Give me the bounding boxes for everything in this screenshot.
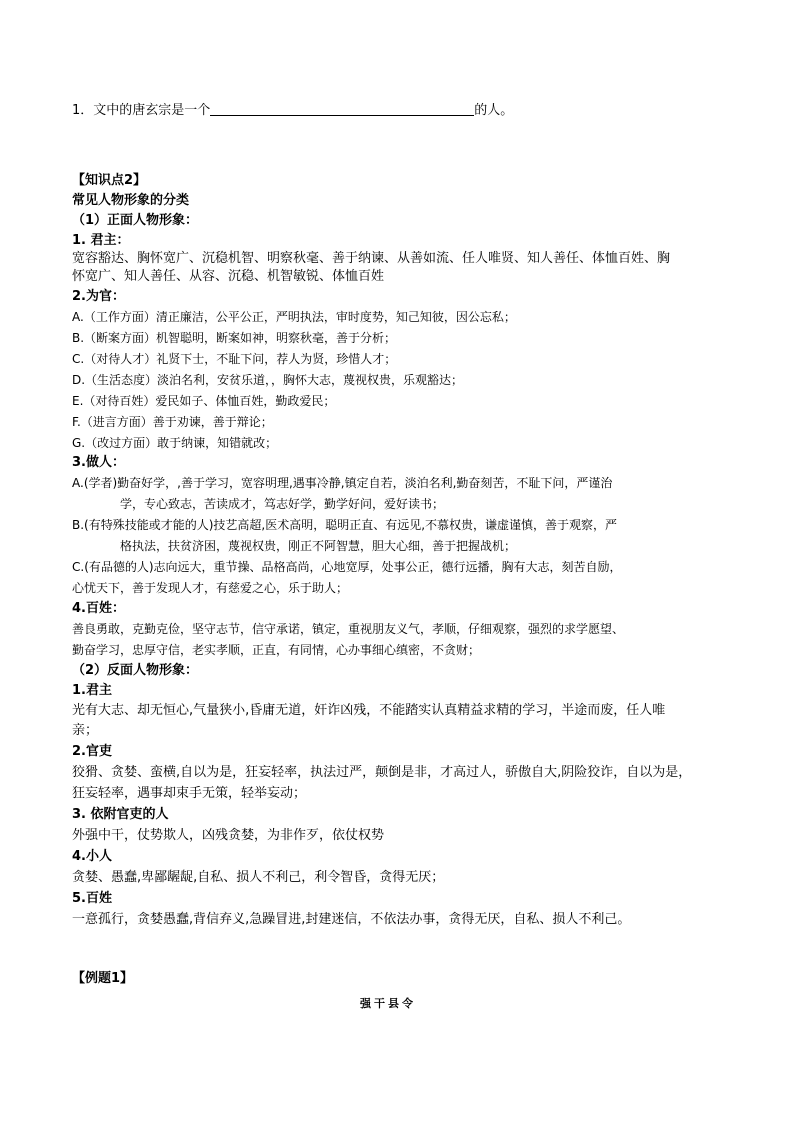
negative-dependents-text: 外强中干，仗势欺人，凶残贪婪，为非作歹，依仗权势 — [72, 828, 385, 843]
negative-commoner-label: 5.百姓 — [72, 891, 112, 906]
official-item-g: G.（改过方面）敢于纳谏，知错就改； — [72, 436, 278, 450]
section-title: 常见人物形象的分类 — [72, 193, 190, 208]
person-item-b-2: 格执法，扶贫济困，蔑视权贵，刚正不阿智慧，胆大心细，善于把握战机； — [120, 539, 517, 553]
negative-dependents-label: 3. 依附官吏的人 — [72, 807, 169, 822]
positive-commoner-label: 4.百姓： — [72, 601, 125, 616]
example-caption: 强干县令 — [360, 997, 416, 1010]
section-header: 【知识点2】 — [72, 173, 147, 188]
official-item-c: C.（对待人才）礼贤下士，不耻下问，荐人为贤，珍惜人才； — [72, 352, 397, 366]
positive-commoner-text-1: 善良勇敢，克勤克俭，坚守志节，信守承诺，镇定，重视朋友义气，孝顺，仔细观察，强烈的求学愿望、 — [72, 622, 625, 636]
negative-monarch-text-1: 光有大志、却无恒心,气量狭小,昏庸无道，奸诈凶残，不能踏实认真精益求精的学习，半途而废，任人唯 — [72, 703, 666, 718]
official-item-f: F.（进言方面）善于劝谏，善于辩论； — [72, 415, 273, 429]
negative-official-text-1: 狡猾、贪婪、蛮横,自以为是，狂妄轻率，执法过严，颠倒是非，才高过人，骄傲自大,阴险狡诈，自以为是， — [72, 765, 692, 780]
negative-monarch-text-2: 亲； — [72, 723, 99, 738]
negative-commoner-text: 一意孤行，贪婪愚蠢,背信弃义,急躁冒进,封建迷信，不依法办事，贪得无厌，自私、损人不利己。 — [72, 912, 631, 927]
person-item-a-1: A.(学者)勤奋好学，,善于学习，宽容明理,遇事冷静,镇定自若，淡泊名利,勤奋刻苦，不耻下问，严谨治 — [72, 476, 613, 490]
negative-heading: （2）反面人物形象： — [72, 663, 199, 678]
negative-villain-label: 4.小人 — [72, 849, 112, 864]
positive-monarch-text-2: 怀宽广、知人善任、从容、沉稳、机智敏锐、体恤百姓 — [72, 269, 385, 284]
person-item-c-1: C.(有品德的人)志向远大，重节操、品格高尚，心地宽厚，处事公正，德行远播，胸有大志，刻苦自励， — [72, 560, 622, 574]
positive-monarch-text-1: 宽容豁达、胸怀宽广、沉稳机智、明察秋毫、善于纳谏、从善如流、任人唯贤、知人善任、体恤百姓、胸 — [72, 251, 671, 266]
official-item-d: D.（生活态度）淡泊名利，安贫乐道，，胸怀大志，蔑视权贵，乐观豁达； — [72, 373, 464, 387]
negative-villain-text: 贪婪、愚蠢,卑鄙龌龊,自私、损人不利己，利令智昏，贪得无厌； — [72, 870, 445, 885]
official-item-e: E.（对待百姓）爱民如子、体恤百姓，勤政爱民； — [72, 394, 336, 408]
person-item-c-2: 心忧天下，善于发现人才，有慈爱之心，乐于助人； — [72, 581, 349, 595]
person-item-a-2: 学，专心致志，苦读成才，笃志好学，勤学好问，爱好读书； — [120, 497, 445, 511]
answer-blank[interactable] — [210, 101, 474, 116]
official-item-a: A.（工作方面）清正廉洁，公平公正，严明执法，审时度势，知己知彼，因公忘私； — [72, 310, 516, 324]
negative-official-text-2: 狂妄轻率，遇事却束手无策，轻举妄动； — [72, 786, 307, 801]
question-1: 1．文中的唐玄宗是一个 的人。 — [72, 103, 514, 118]
official-item-b: B.（断案方面）机智聪明，断案如神，明察秋毫，善于分析； — [72, 331, 397, 345]
negative-official-label: 2.官吏 — [72, 744, 112, 759]
positive-monarch-label: 1. 君主： — [72, 233, 130, 248]
positive-commoner-text-2: 勤奋学习，忠厚守信，老实孝顺，正直，有同情，心办事细心缜密，不贪财； — [72, 643, 481, 657]
negative-monarch-label: 1.君主 — [72, 683, 112, 698]
positive-official-label: 2.为官： — [72, 289, 125, 304]
example-header: 【例题1】 — [72, 971, 134, 986]
positive-person-label: 3.做人： — [72, 455, 125, 470]
person-item-b-1: B.(有特殊技能或才能的人)技艺高超,医术高明，聪明正直、有远见,不慕权贵，谦虚谨慎，善于观察，严 — [72, 518, 618, 532]
positive-heading: （1）正面人物形象： — [72, 213, 199, 228]
